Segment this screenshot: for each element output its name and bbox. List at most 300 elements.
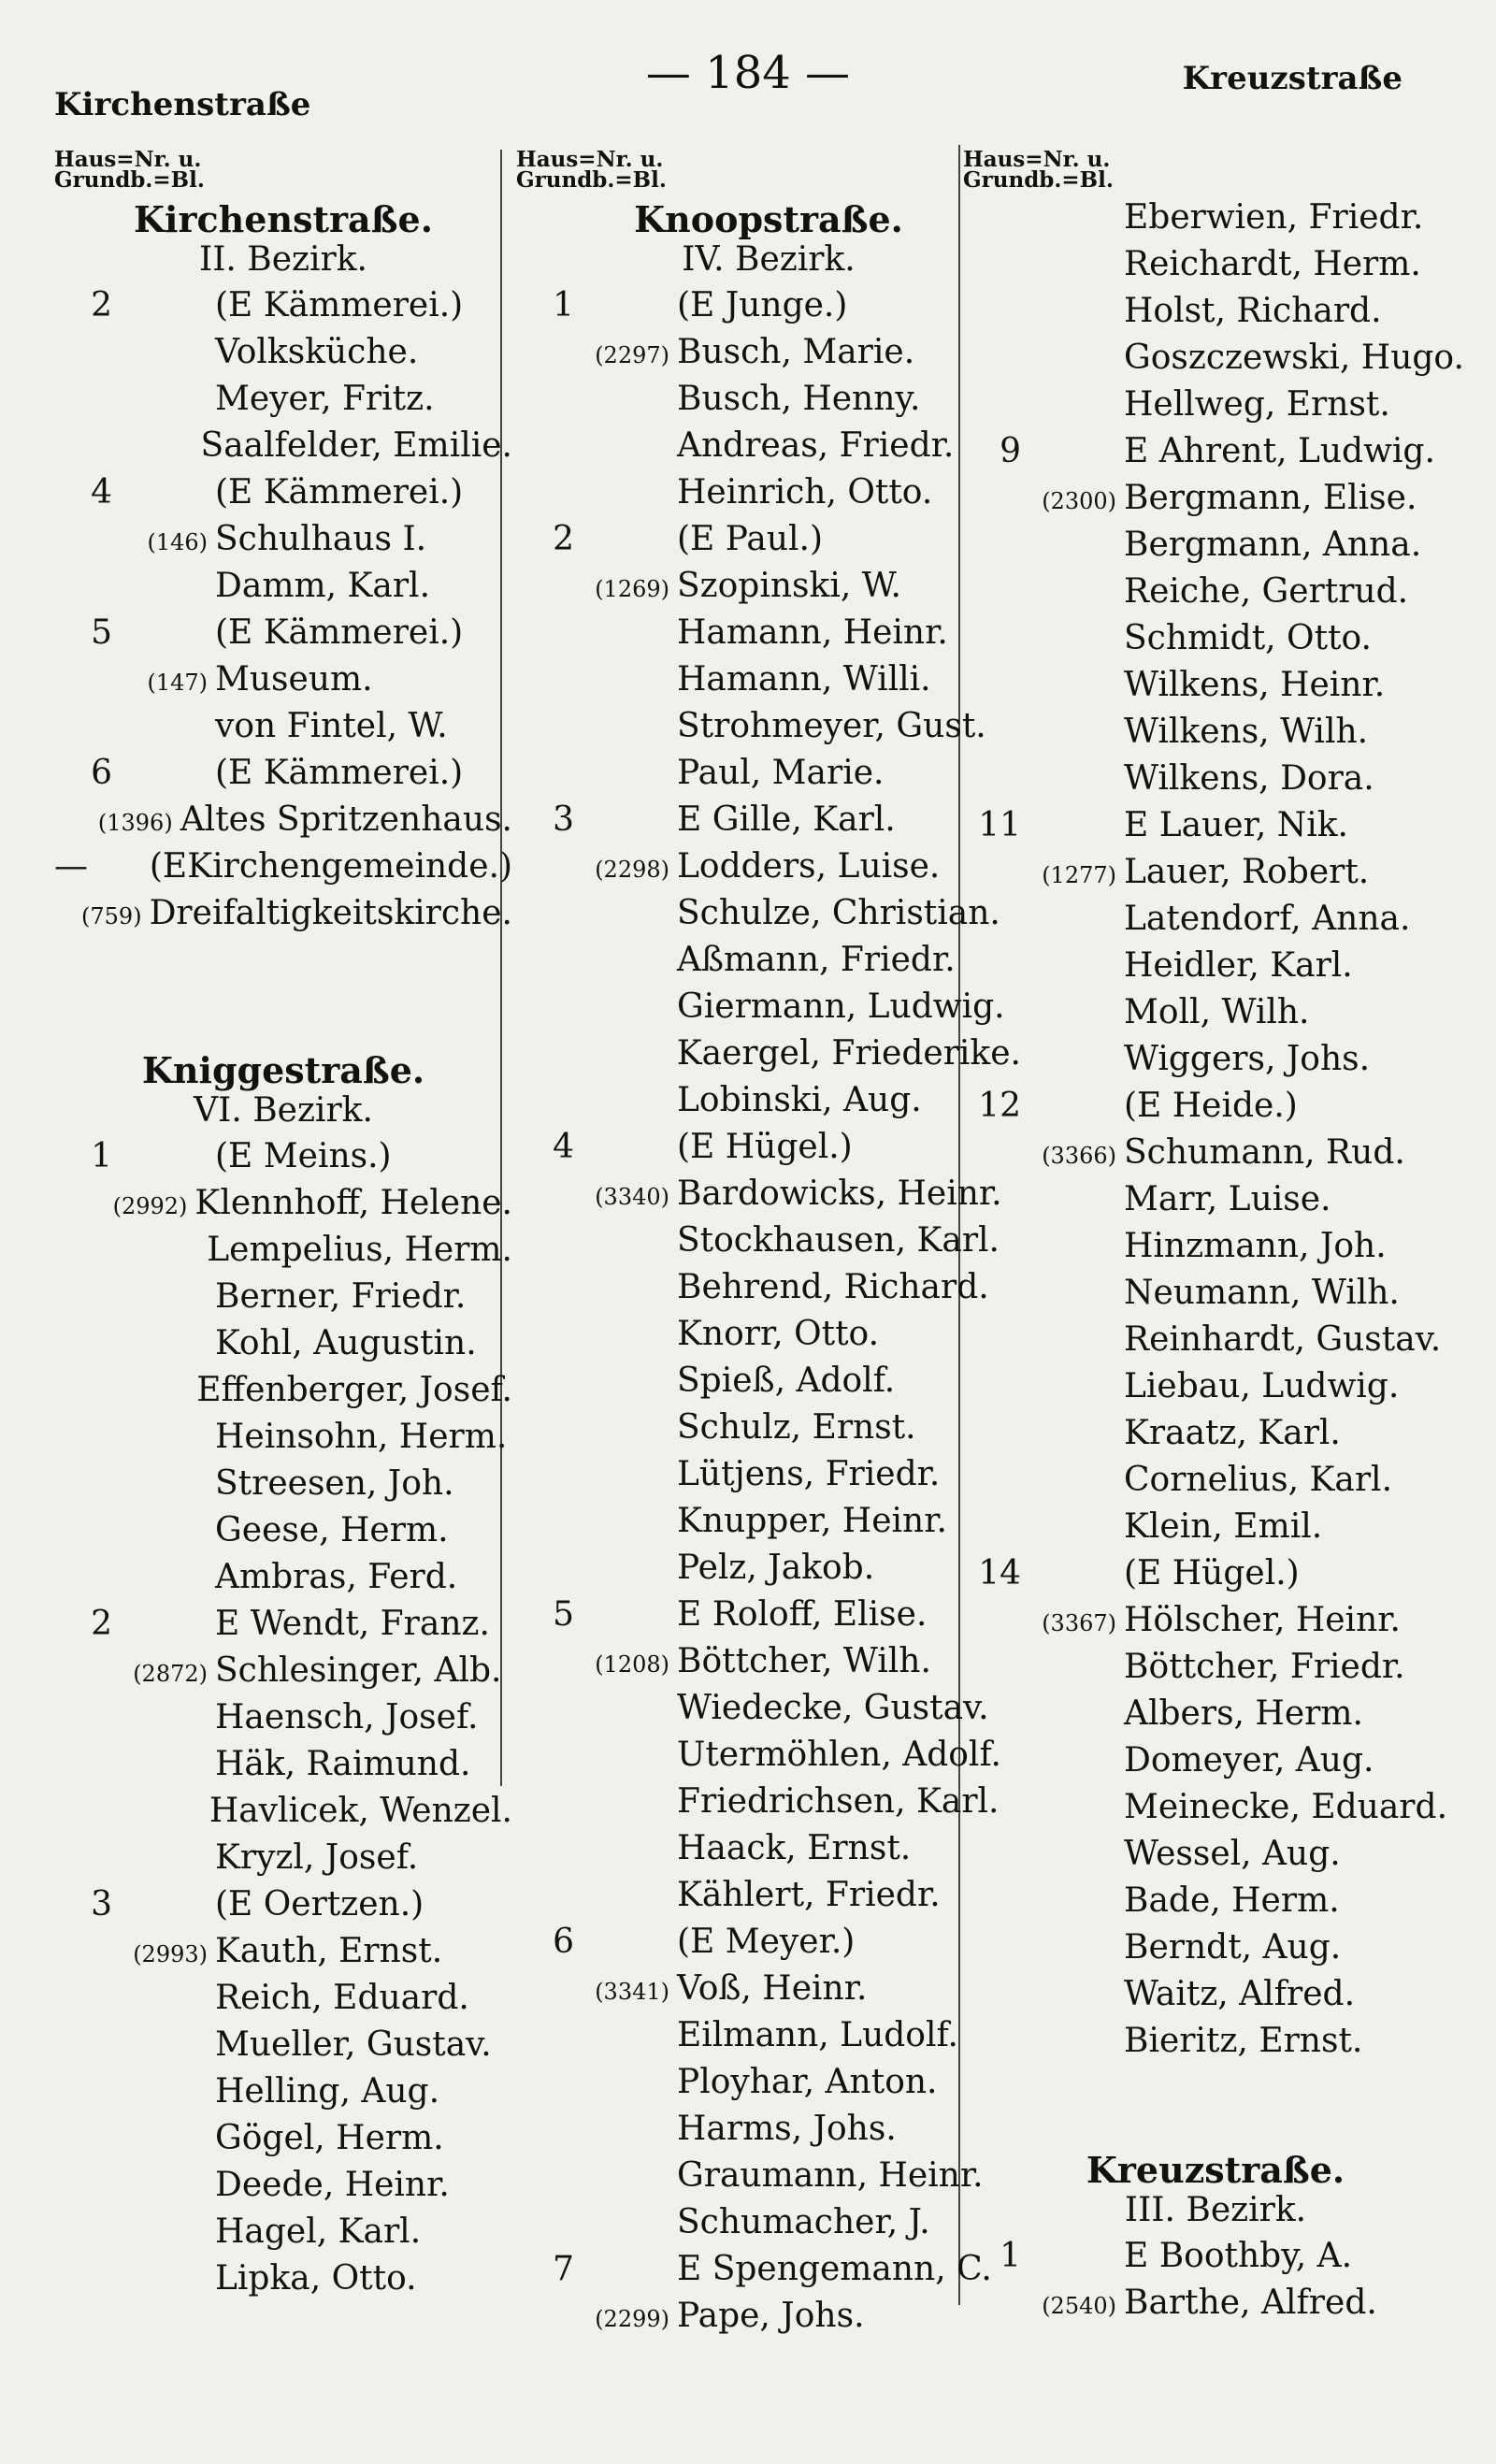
directory-entry — [54, 800, 512, 847]
entry-text: Spieß, Adolf. — [677, 1362, 896, 1400]
land-register-number: (3340) — [595, 1184, 669, 1210]
entry-text: Domeyer, Aug. — [1124, 1741, 1374, 1780]
directory-entry — [516, 1923, 1021, 1969]
entry-text: Häk, Raimund. — [215, 1745, 471, 1783]
entry-text: von Fintel, W. — [215, 707, 448, 745]
directory-entry — [54, 1418, 512, 1464]
directory-entry — [54, 380, 512, 426]
directory-entry — [516, 2156, 1021, 2203]
directory-entry — [963, 1835, 1468, 1881]
entry-text: Utermöhlen, Adolf. — [677, 1736, 1001, 1774]
district-heading: IV. Bezirk. — [682, 240, 856, 279]
directory-entry — [963, 526, 1468, 572]
house-number: 6 — [553, 1923, 574, 1961]
column-heading — [54, 147, 512, 193]
column-3 — [963, 147, 1468, 2330]
directory-entry — [54, 2166, 512, 2212]
entry-text: Deede, Heinr. — [215, 2166, 450, 2204]
directory-entry — [516, 2203, 1021, 2250]
directory-entry — [54, 1464, 512, 1511]
entry-text: Behrend, Richard. — [677, 1268, 989, 1306]
entry-text: Haensch, Josef. — [215, 1698, 479, 1736]
entry-text: (EKirchengemeinde.) — [149, 847, 512, 886]
entry-text: Waitz, Alfred. — [1124, 1975, 1356, 2013]
directory-entry — [516, 1081, 1021, 1128]
directory-entry — [963, 759, 1468, 806]
directory-entry — [54, 660, 512, 707]
directory-entry — [516, 754, 1021, 800]
directory-entry — [516, 1876, 1021, 1923]
entry-text: Meyer, Fritz. — [215, 380, 435, 418]
directory-entry — [963, 1040, 1468, 1087]
directory-entry — [54, 1184, 512, 1231]
directory-entry — [963, 198, 1468, 245]
entry-text: Gögel, Herm. — [215, 2119, 444, 2157]
directory-entry — [516, 660, 1021, 707]
directory-entry — [963, 1601, 1468, 1648]
house-number: — — [54, 847, 88, 886]
house-number: 3 — [553, 800, 574, 839]
land-register-number: (3341) — [595, 1979, 669, 2005]
page-number: — 184 — — [645, 47, 851, 99]
entry-text: Holst, Richard. — [1124, 292, 1382, 330]
entry-text: Schmidt, Otto. — [1124, 619, 1372, 657]
entry-text: Volksküche. — [215, 333, 419, 371]
column-heading — [963, 147, 1468, 193]
street-heading: Kniggestraße. — [141, 1049, 425, 1091]
directory-entry — [963, 2022, 1468, 2068]
entry-text: (E Hügel.) — [677, 1128, 853, 1166]
entry-text: Lipka, Otto. — [215, 2259, 417, 2298]
directory-entry — [54, 1277, 512, 1324]
land-register-number: (2298) — [595, 857, 669, 883]
house-number: 1 — [1000, 2237, 1021, 2275]
directory-entry — [516, 1174, 1021, 1221]
land-register-number: (1277) — [1042, 862, 1116, 888]
directory-entry — [516, 2110, 1021, 2156]
land-register-number: (2993) — [133, 1941, 208, 1967]
directory-entry — [963, 619, 1468, 666]
entry-text: E Boothby, A. — [1124, 2237, 1353, 2275]
land-register-number: (2297) — [595, 342, 669, 368]
entry-text: Effenberger, Josef. — [196, 1371, 512, 1409]
entry-text: Bergmann, Elise. — [1124, 479, 1417, 517]
house-number: 14 — [978, 1554, 1021, 1592]
entry-text: Latendorf, Anna. — [1124, 900, 1411, 938]
entry-text: Hinzmann, Joh. — [1124, 1227, 1387, 1265]
directory-entry — [54, 894, 512, 941]
entry-text: Reinhardt, Gustav. — [1124, 1320, 1442, 1359]
entry-text: Wilkens, Wilh. — [1124, 713, 1369, 751]
entry-text: Kählert, Friedr. — [677, 1876, 941, 1914]
directory-entry — [963, 1881, 1468, 1928]
entry-text: Saalfelder, Emilie. — [200, 426, 512, 465]
entry-text: Lobinski, Aug. — [677, 1081, 922, 1119]
directory-entry — [54, 1371, 512, 1418]
directory-entry — [516, 613, 1021, 660]
entry-text: Knupper, Heinr. — [677, 1502, 947, 1540]
entry-text: Strohmeyer, Gust. — [677, 707, 986, 745]
entry-text: Moll, Wilh. — [1124, 993, 1310, 1031]
entry-text: E Ahrent, Ludwig. — [1124, 432, 1435, 470]
directory-entry — [963, 1133, 1468, 1180]
directory-entry — [54, 473, 512, 520]
entry-text: (E Heide.) — [1124, 1087, 1298, 1125]
directory-entry — [963, 1367, 1468, 1414]
house-number: 7 — [553, 2250, 574, 2288]
directory-entry — [54, 613, 512, 660]
land-register-number: (3367) — [1042, 1610, 1116, 1636]
land-register-number: (2540) — [1042, 2293, 1116, 2319]
running-head-right: Kreuzstraße — [1182, 60, 1402, 97]
entry-text: E Roloff, Elise. — [677, 1595, 928, 1634]
directory-entry — [963, 1975, 1468, 2022]
house-number: 1 — [553, 286, 574, 324]
entry-text: Giermann, Ludwig. — [677, 987, 1005, 1026]
land-register-number: (147) — [147, 670, 208, 696]
entry-text: Eberwien, Friedr. — [1124, 198, 1424, 237]
directory-entry — [516, 2063, 1021, 2110]
directory-entry — [516, 1502, 1021, 1549]
land-register-number: (2872) — [133, 1661, 208, 1687]
street-heading: Kirchenstraße. — [134, 198, 433, 240]
entry-text: Andreas, Friedr. — [677, 426, 955, 465]
entry-text: Paul, Marie. — [677, 754, 885, 792]
entry-text: Albers, Herm. — [1124, 1694, 1363, 1733]
directory-entry — [54, 1838, 512, 1885]
land-register-number: (2992) — [112, 1193, 188, 1219]
directory-entry — [516, 2250, 1021, 2297]
entry-text: Böttcher, Friedr. — [1124, 1648, 1405, 1686]
directory-entry — [963, 993, 1468, 1040]
entry-text: Reiche, Gertrud. — [1124, 572, 1409, 611]
entry-text: (E Kämmerei.) — [215, 286, 464, 324]
house-number: 6 — [91, 754, 112, 792]
directory-entry — [963, 1694, 1468, 1741]
entry-text: Wiedecke, Gustav. — [677, 1689, 989, 1727]
directory-entry — [54, 1605, 512, 1651]
entry-text: Damm, Karl. — [215, 567, 431, 605]
house-number: 9 — [1000, 432, 1021, 470]
directory-entry — [516, 380, 1021, 426]
directory-entry — [54, 286, 512, 333]
entry-text: Wessel, Aug. — [1124, 1835, 1341, 1873]
entry-text: Friedrichsen, Karl. — [677, 1782, 1000, 1821]
directory-entry — [54, 2025, 512, 2072]
directory-entry — [516, 1408, 1021, 1455]
entry-text: E Gille, Karl. — [677, 800, 896, 839]
directory-entry — [54, 520, 512, 567]
running-head-left: Kirchenstraße — [54, 86, 311, 123]
entry-text: Busch, Henny. — [677, 380, 921, 418]
directory-entry — [54, 1511, 512, 1558]
directory-entry — [516, 707, 1021, 754]
directory-entry — [963, 1648, 1468, 1694]
house-number: 4 — [553, 1128, 574, 1166]
directory-entry — [54, 2072, 512, 2119]
house-number: 5 — [553, 1595, 574, 1634]
directory-entry — [54, 1324, 512, 1371]
block-spacer — [963, 2068, 1468, 2143]
directory-entry — [54, 2119, 512, 2166]
entry-text: Museum. — [215, 660, 373, 699]
entry-text: (E Kämmerei.) — [215, 754, 464, 792]
house-number: 4 — [91, 473, 112, 512]
entry-text: Streesen, Joh. — [215, 1464, 454, 1503]
land-register-number: (759) — [81, 903, 142, 929]
entry-text: Hölscher, Heinr. — [1124, 1601, 1401, 1639]
entry-text: Pape, Johs. — [677, 2297, 865, 2335]
directory-entry — [516, 286, 1021, 333]
entry-text: Meinecke, Eduard. — [1124, 1788, 1448, 1826]
directory-entry — [516, 1689, 1021, 1736]
entry-text: Lütjens, Friedr. — [677, 1455, 941, 1493]
house-number: 5 — [91, 613, 112, 652]
directory-entry — [963, 2237, 1468, 2284]
entry-text: Ambras, Ferd. — [215, 1558, 458, 1596]
directory-entry — [963, 385, 1468, 432]
entry-text: Kauth, Ernst. — [215, 1932, 443, 1970]
entry-text: (E Junge.) — [677, 286, 848, 324]
entry-text: Kryzl, Josef. — [215, 1838, 419, 1877]
directory-entry — [54, 847, 512, 894]
directory-entry — [54, 426, 512, 473]
directory-entry — [963, 1928, 1468, 1975]
column-heading-line2: Grundb.=Bl. — [963, 167, 1114, 193]
entry-text: Graumann, Heinr. — [677, 2156, 984, 2195]
street-heading: Knoopstraße. — [634, 198, 903, 240]
entry-text: Schulhaus I. — [215, 520, 427, 558]
land-register-number: (1208) — [595, 1651, 669, 1678]
entry-text: E Wendt, Franz. — [215, 1605, 490, 1643]
directory-entry — [516, 520, 1021, 567]
house-number: 2 — [91, 286, 112, 324]
directory-entry — [516, 1221, 1021, 1268]
entry-text: Busch, Marie. — [677, 333, 915, 371]
block-spacer — [54, 941, 512, 1044]
land-register-number: (1269) — [595, 576, 669, 602]
entry-text: Liebau, Ludwig. — [1124, 1367, 1400, 1405]
entry-text: Hamann, Heinr. — [677, 613, 948, 652]
column-heading-line1: Haus=Nr. u. — [516, 147, 664, 172]
entry-text: Hellweg, Ernst. — [1124, 385, 1390, 424]
directory-entry — [963, 1788, 1468, 1835]
entry-text: Heinsohn, Herm. — [215, 1418, 508, 1456]
entry-text: Helling, Aug. — [215, 2072, 440, 2111]
directory-entry — [516, 1736, 1021, 1782]
directory-entry — [54, 2259, 512, 2306]
directory-entry — [963, 432, 1468, 479]
directory-entry — [54, 1231, 512, 1277]
directory-entry — [963, 1741, 1468, 1788]
entry-text: Marr, Luise. — [1124, 1180, 1331, 1218]
entry-text: Bade, Herm. — [1124, 1881, 1340, 1920]
entry-text: Bergmann, Anna. — [1124, 526, 1422, 564]
entry-text: Berner, Friedr. — [215, 1277, 467, 1316]
directory-entry — [963, 1227, 1468, 1274]
directory-entry — [963, 853, 1468, 900]
directory-entry — [516, 426, 1021, 473]
entry-text: Klein, Emil. — [1124, 1507, 1323, 1546]
district-heading: III. Bezirk. — [1124, 2191, 1307, 2229]
column-1 — [54, 147, 512, 2306]
directory-entry — [963, 572, 1468, 619]
house-number: 12 — [978, 1087, 1021, 1125]
entry-text: Stockhausen, Karl. — [677, 1221, 1000, 1260]
street-heading: Kreuzstraße. — [1086, 2149, 1345, 2191]
directory-entry — [963, 900, 1468, 946]
directory-entry — [963, 1507, 1468, 1554]
entry-text: Haack, Ernst. — [677, 1829, 912, 1867]
entry-text: (E Oertzen.) — [215, 1885, 424, 1924]
house-number: 3 — [91, 1885, 112, 1924]
directory-entry — [54, 1698, 512, 1745]
column-heading-line1: Haus=Nr. u. — [963, 147, 1111, 172]
directory-entry — [963, 666, 1468, 713]
entry-text: Harms, Johs. — [677, 2110, 897, 2148]
directory-entry — [963, 1180, 1468, 1227]
directory-entry — [516, 1642, 1021, 1689]
entry-text: (E Kämmerei.) — [215, 473, 464, 512]
directory-entry — [54, 1137, 512, 1184]
entry-text: Schumacher, J. — [677, 2203, 930, 2241]
entry-text: Geese, Herm. — [215, 1511, 449, 1549]
column-heading-line1: Haus=Nr. u. — [54, 147, 202, 172]
directory-entry — [963, 339, 1468, 385]
land-register-number: (3366) — [1042, 1143, 1116, 1169]
entry-text: Neumann, Wilh. — [1124, 1274, 1400, 1312]
entry-text: E Spengemann, C. — [677, 2250, 992, 2288]
entry-text: Kraatz, Karl. — [1124, 1414, 1341, 1452]
directory-entry — [54, 333, 512, 380]
directory-entry — [516, 2016, 1021, 2063]
entry-text: Dreifaltigkeitskirche. — [149, 894, 512, 932]
directory-entry — [54, 707, 512, 754]
entry-text: Wilkens, Dora. — [1124, 759, 1374, 798]
entry-text: Altes Spritzenhaus. — [180, 800, 512, 839]
entry-text: (E Hügel.) — [1124, 1554, 1300, 1592]
directory-entry — [516, 1362, 1021, 1408]
land-register-number: (2300) — [1042, 488, 1116, 514]
entry-text: Lauer, Robert. — [1124, 853, 1370, 891]
directory-entry — [963, 1320, 1468, 1367]
directory-entry — [54, 1979, 512, 2025]
entry-text: Lempelius, Herm. — [207, 1231, 512, 1269]
entry-text: Havlicek, Wenzel. — [209, 1792, 512, 1830]
land-register-number: (146) — [147, 529, 208, 555]
directory-entry — [54, 567, 512, 613]
directory-entry — [54, 1792, 512, 1838]
entry-text: Cornelius, Karl. — [1124, 1461, 1393, 1499]
directory-entry — [516, 1455, 1021, 1502]
entry-text: Kohl, Augustin. — [215, 1324, 477, 1362]
house-number: 11 — [978, 806, 1021, 844]
directory-entry — [516, 800, 1021, 847]
directory-entry — [516, 1595, 1021, 1642]
entry-text: Schumann, Rud. — [1124, 1133, 1405, 1172]
directory-entry — [963, 1087, 1468, 1133]
directory-entry — [963, 946, 1468, 993]
directory-entry — [516, 1315, 1021, 1362]
house-number: 2 — [553, 520, 574, 558]
directory-entry — [54, 1558, 512, 1605]
directory-entry — [516, 987, 1021, 1034]
house-number: 2 — [91, 1605, 112, 1643]
entry-text: Schulze, Christian. — [677, 894, 1000, 932]
land-register-number: (1396) — [97, 810, 173, 836]
entry-text: Aßmann, Friedr. — [677, 941, 956, 979]
directory-entry — [516, 1969, 1021, 2016]
directory-entry — [54, 1745, 512, 1792]
directory-entry — [54, 754, 512, 800]
entry-text: Klennhoff, Helene. — [194, 1184, 512, 1222]
directory-entry — [516, 333, 1021, 380]
entry-text: (E Meyer.) — [677, 1923, 856, 1961]
directory-entry — [516, 941, 1021, 987]
entry-text: Eilmann, Ludolf. — [677, 2016, 958, 2054]
entry-text: Hagel, Karl. — [215, 2212, 422, 2251]
entry-text: Wiggers, Johs. — [1124, 1040, 1371, 1078]
entry-text: Pelz, Jakob. — [677, 1549, 875, 1587]
directory-entry — [516, 1128, 1021, 1174]
entry-text: Böttcher, Wilh. — [677, 1642, 931, 1680]
entry-text: Hamann, Willi. — [677, 660, 931, 699]
entry-text: Schlesinger, Alb. — [215, 1651, 502, 1690]
land-register-number: (2299) — [595, 2306, 669, 2332]
directory-entry — [963, 479, 1468, 526]
entry-text: Kaergel, Friederike. — [676, 1034, 1021, 1073]
entry-text: (E Paul.) — [677, 520, 824, 558]
directory-entry — [963, 1554, 1468, 1601]
entry-text: Knorr, Otto. — [677, 1315, 880, 1353]
column-2 — [516, 147, 1021, 2343]
directory-entry — [516, 1268, 1021, 1315]
entry-text: Schulz, Ernst. — [677, 1408, 916, 1447]
directory-entry — [54, 2212, 512, 2259]
entry-text: Wilkens, Heinr. — [1124, 666, 1386, 704]
directory-entry — [516, 1782, 1021, 1829]
directory-entry — [54, 1651, 512, 1698]
district-heading: II. Bezirk. — [198, 240, 368, 279]
directory-entry — [963, 806, 1468, 853]
entry-text: Reich, Eduard. — [215, 1979, 469, 2017]
house-number: 1 — [91, 1137, 112, 1175]
entry-text: Ployhar, Anton. — [677, 2063, 938, 2101]
directory-entry — [54, 1932, 512, 1979]
directory-entry — [516, 894, 1021, 941]
entry-text: Mueller, Gustav. — [215, 2025, 492, 2064]
entry-text: (E Meins.) — [215, 1137, 392, 1175]
entry-text: Lodders, Luise. — [677, 847, 941, 886]
entry-text: Bardowicks, Heinr. — [677, 1174, 1002, 1213]
directory-entry — [963, 1274, 1468, 1320]
entry-text: Bieritz, Ernst. — [1124, 2022, 1363, 2060]
directory-entry — [54, 1885, 512, 1932]
directory-entry — [963, 245, 1468, 292]
directory-entry — [516, 2297, 1021, 2343]
entry-text: Barthe, Alfred. — [1124, 2284, 1377, 2322]
entry-text: Voß, Heinr. — [677, 1969, 868, 2008]
directory-entry — [516, 473, 1021, 520]
directory-entry — [963, 1461, 1468, 1507]
district-heading: VI. Bezirk. — [194, 1091, 373, 1130]
directory-entry — [516, 1034, 1021, 1081]
entry-text: Szopinski, W. — [677, 567, 901, 605]
directory-entry — [516, 567, 1021, 613]
directory-entry — [963, 292, 1468, 339]
directory-entry — [963, 713, 1468, 759]
entry-text: Heinrich, Otto. — [677, 473, 933, 512]
